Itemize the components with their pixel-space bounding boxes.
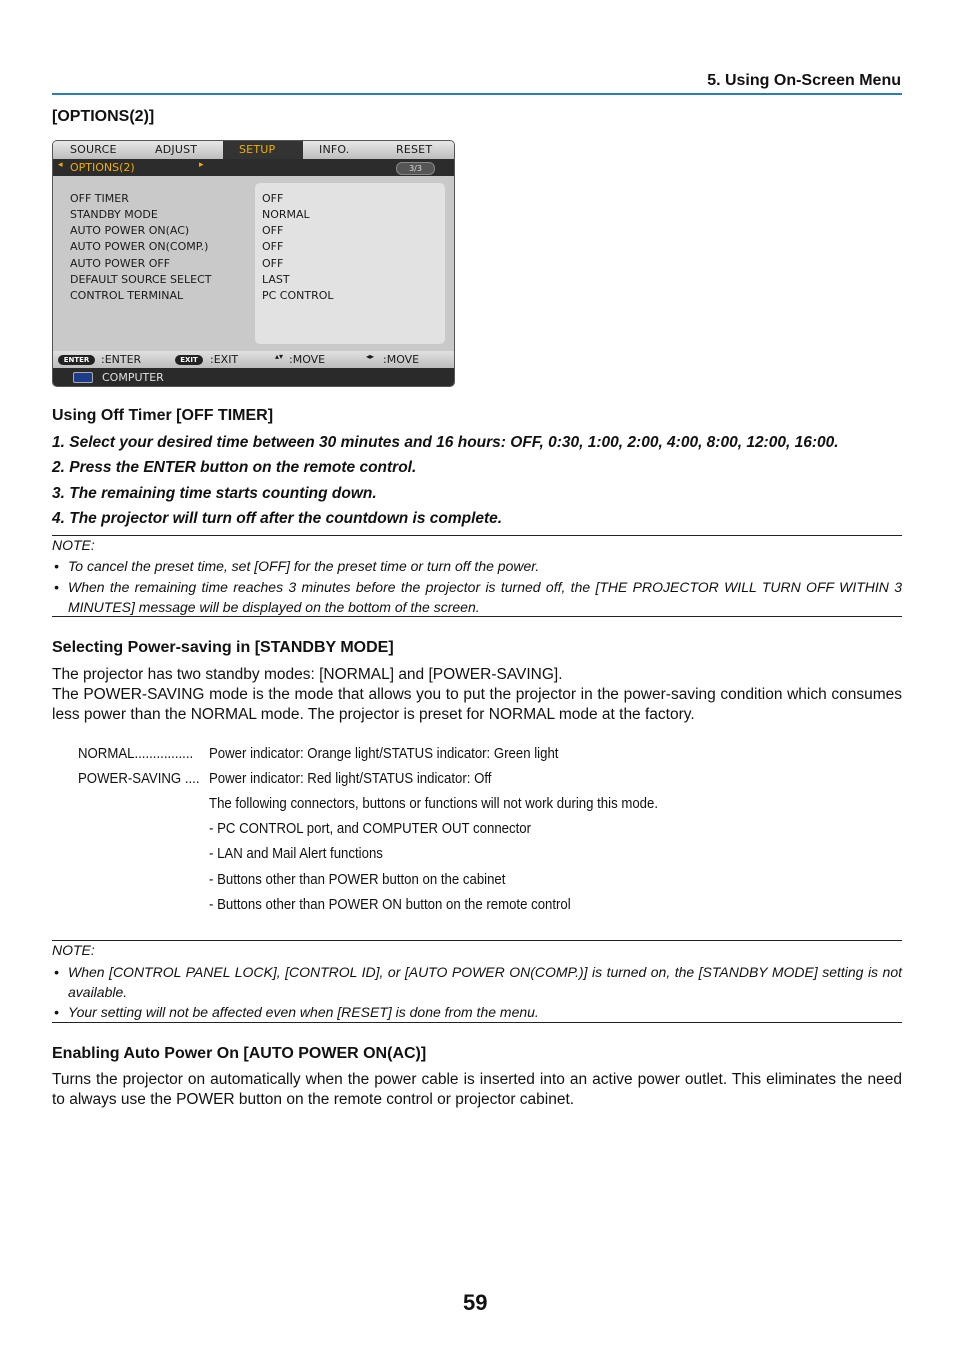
osd-tab-setup[interactable]: SETUP bbox=[223, 141, 303, 159]
osd-tab-bar bbox=[53, 141, 454, 159]
osd-status-bar bbox=[53, 368, 454, 386]
note-text: When [CONTROL PANEL LOCK], [CONTROL ID], or [AUTO POWER ON(COMP.)] is turned on, the [STANDBY MODE] setting is not available. bbox=[68, 964, 902, 1000]
note-item bbox=[52, 1002, 902, 1022]
osd-item-value[interactable]: PC CONTROL bbox=[262, 289, 334, 302]
osd-item-label[interactable]: AUTO POWER OFF bbox=[70, 257, 171, 270]
osd-item-value[interactable]: OFF bbox=[262, 257, 284, 270]
osd-footer-enter: :ENTER bbox=[101, 353, 142, 366]
section-heading-off-timer: Using Off Timer [OFF TIMER] bbox=[52, 407, 274, 424]
osd-item-label[interactable]: AUTO POWER ON(COMP.) bbox=[70, 240, 209, 253]
osd-item-value[interactable]: OFF bbox=[262, 192, 284, 205]
note-text: To cancel the preset time, set [OFF] for the preset time or turn off the power. bbox=[68, 558, 540, 574]
note-rule bbox=[52, 535, 902, 536]
osd-item-label[interactable]: STANDBY MODE bbox=[70, 208, 158, 221]
note-rule bbox=[52, 1022, 902, 1023]
osd-menu bbox=[52, 140, 455, 387]
osd-subtab-bar bbox=[53, 159, 454, 176]
bullet-icon: • bbox=[54, 579, 59, 595]
osd-footer-exit: :EXIT bbox=[210, 353, 239, 366]
step-item: 3. The remaining time starts counting down. bbox=[52, 485, 377, 502]
osd-item-value[interactable]: NORMAL bbox=[262, 208, 310, 221]
section-heading-options: [OPTIONS(2)] bbox=[52, 108, 155, 125]
mode-name: POWER-SAVING .... bbox=[78, 770, 200, 787]
mode-detail: The following connectors, buttons or functions will not work during this mode. bbox=[209, 795, 659, 812]
chevron-left-icon[interactable]: ◂ bbox=[58, 160, 63, 170]
note-text: When the remaining time reaches 3 minutes before the projector is turned off, the [THE PROJECTOR WILL TURN OFF WITHIN 3 MINUTES] message will be displayed on the bottom of the screen. bbox=[68, 579, 902, 615]
header-rule bbox=[52, 93, 902, 95]
mode-description: Power indicator: Red light/STATUS indicator: Off bbox=[209, 770, 492, 787]
step-item: 4. The projector will turn off after the countdown is complete. bbox=[52, 510, 503, 527]
mode-detail: - PC CONTROL port, and COMPUTER OUT connector bbox=[209, 820, 532, 837]
note-item bbox=[52, 577, 902, 617]
section-heading-auto-power-on: Enabling Auto Power On [AUTO POWER ON(AC)] bbox=[52, 1045, 427, 1062]
computer-input-icon bbox=[73, 372, 93, 383]
osd-tab-info[interactable]: INFO. bbox=[319, 143, 350, 156]
note-label: NOTE: bbox=[52, 942, 95, 958]
bullet-icon: • bbox=[54, 1004, 59, 1020]
note-text: Your setting will not be affected even when [RESET] is done from the menu. bbox=[68, 1004, 539, 1020]
mode-detail: - Buttons other than POWER ON button on the remote control bbox=[209, 896, 571, 913]
section-heading-standby-mode: Selecting Power-saving in [STANDBY MODE] bbox=[52, 639, 394, 656]
osd-item-label[interactable]: OFF TIMER bbox=[70, 192, 129, 205]
up-down-arrows-icon: ▴▾ bbox=[275, 352, 284, 361]
exit-key-icon: EXIT bbox=[175, 355, 203, 365]
osd-tab-reset[interactable]: RESET bbox=[396, 143, 433, 156]
enter-key-icon: ENTER bbox=[58, 355, 95, 365]
osd-item-value[interactable]: OFF bbox=[262, 240, 284, 253]
osd-footer-move-horizontal: :MOVE bbox=[383, 353, 420, 366]
osd-footer bbox=[53, 351, 454, 368]
running-header: 5. Using On-Screen Menu bbox=[707, 72, 901, 89]
left-right-arrows-icon: ◂▸ bbox=[366, 352, 375, 361]
auto-power-paragraph: Turns the projector on automatically when the power cable is inserted into an active power outlet. This eliminates the need to always use the POWER button on the remote control or projector cabinet. bbox=[52, 1071, 902, 1108]
mode-name: NORMAL................ bbox=[78, 745, 194, 762]
chevron-right-icon[interactable]: ▸ bbox=[199, 160, 204, 170]
page-number: 59 bbox=[463, 1290, 488, 1315]
bullet-icon: • bbox=[54, 964, 59, 980]
osd-item-label[interactable]: AUTO POWER ON(AC) bbox=[70, 224, 190, 237]
osd-status-source: COMPUTER bbox=[102, 371, 164, 384]
osd-subtab-options2[interactable]: OPTIONS(2) bbox=[70, 161, 135, 174]
note-rule bbox=[52, 940, 902, 941]
osd-tab-adjust[interactable]: ADJUST bbox=[155, 143, 198, 156]
osd-tab-source[interactable]: SOURCE bbox=[70, 143, 117, 156]
osd-footer-move-vertical: :MOVE bbox=[289, 353, 326, 366]
osd-item-value[interactable]: OFF bbox=[262, 224, 284, 237]
osd-item-label[interactable]: DEFAULT SOURCE SELECT bbox=[70, 273, 212, 286]
bullet-icon: • bbox=[54, 558, 59, 574]
note-rule bbox=[52, 616, 902, 617]
osd-item-value[interactable]: LAST bbox=[262, 273, 290, 286]
step-item: 2. Press the ENTER button on the remote control. bbox=[52, 459, 417, 476]
note-item bbox=[52, 962, 902, 1002]
mode-detail: - Buttons other than POWER button on the cabinet bbox=[209, 871, 506, 888]
step-item: 1. Select your desired time between 30 minutes and 16 hours: OFF, 0:30, 1:00, 2:00, 4:00, 8:00, 12:00, 16:00. bbox=[52, 434, 839, 451]
mode-detail: - LAN and Mail Alert functions bbox=[209, 845, 383, 862]
standby-paragraph: The projector has two standby modes: [NORMAL] and [POWER-SAVING]. bbox=[52, 666, 563, 683]
osd-item-label[interactable]: CONTROL TERMINAL bbox=[70, 289, 184, 302]
standby-paragraph: The POWER-SAVING mode is the mode that allows you to put the projector in the power-saving condition which consumes less power than the NORMAL mode. The projector is preset for NORMAL mode at the factory. bbox=[52, 686, 902, 723]
mode-description: Power indicator: Orange light/STATUS indicator: Green light bbox=[209, 745, 559, 762]
osd-page-indicator: 3/3 bbox=[396, 162, 435, 175]
note-item bbox=[52, 556, 902, 576]
note-label: NOTE: bbox=[52, 537, 95, 553]
